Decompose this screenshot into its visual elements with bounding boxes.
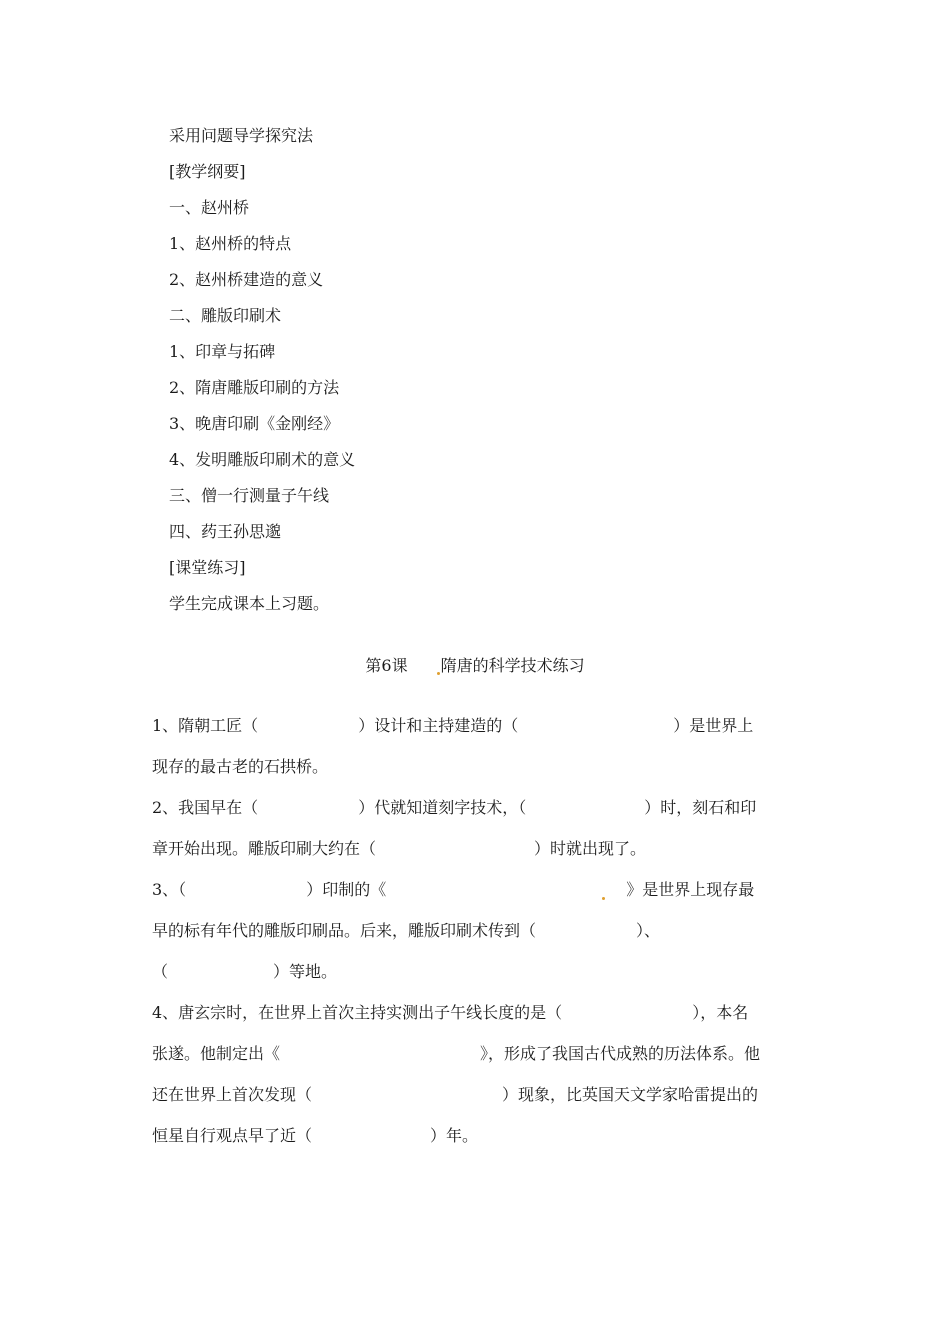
outline-item: 1、印章与拓碑	[169, 342, 276, 361]
question-4-line-4: 恒星自行观点早了近（ ）年。	[152, 1126, 479, 1145]
question-3-line-2: 早的标有年代的雕版印刷品。后来，雕版印刷术传到（ ）、	[152, 921, 661, 940]
question-2-line-1: 2、我国早在（ ）代就知道刻字技术，（ ）时，刻石和印	[152, 798, 757, 817]
outline-section-3: 三、僧一行测量子午线	[169, 486, 330, 505]
outline-item: 4、发明雕版印刷术的意义	[169, 450, 356, 469]
outline-item: 2、隋唐雕版印刷的方法	[169, 378, 340, 397]
question-4-line-1: 4、唐玄宗时，在世界上首次主持实测出子午线长度的是（ ），本名	[152, 1003, 749, 1022]
outline-practice-note: 学生完成课本上习题。	[169, 594, 330, 613]
teaching-outline	[169, 124, 769, 628]
question-2-line-2: 章开始出现。雕版印刷大约在（ ）时就出现了。	[152, 839, 647, 858]
outline-item: 2、赵州桥建造的意义	[169, 270, 324, 289]
exercise-title	[0, 654, 950, 678]
outline-item: 3、晚唐印刷《金刚经》	[169, 414, 340, 433]
outline-section-1: 一、赵州桥	[169, 198, 250, 217]
question-4-line-3: 还在世界上首次发现（ ）现象，比英国天文学家哈雷提出的	[152, 1085, 759, 1104]
lesson-number: 第6课	[365, 656, 408, 675]
outline-heading-syllabus: [教学纲要]	[169, 162, 246, 181]
outline-section-2: 二、雕版印刷术	[169, 306, 282, 325]
question-3-line-3: （ ）等地。	[152, 962, 338, 981]
mark-dot	[437, 672, 440, 675]
outline-item: 1、赵州桥的特点	[169, 234, 292, 253]
outline-section-4: 四、药王孙思邈	[169, 522, 282, 541]
exercise-title-text: 隋唐的科学技术练习	[440, 656, 585, 675]
question-1-line-2: 现存的最古老的石拱桥。	[152, 757, 329, 776]
question-3-line-1: 3、（ ）印制的《 》是世界上现存最	[152, 880, 755, 899]
exercise-questions	[152, 713, 802, 1164]
outline-method: 采用问题导学探究法	[169, 126, 314, 145]
outline-heading-practice: [课堂练习]	[169, 558, 246, 577]
question-1-line-1: 1、隋朝工匠（ ）设计和主持建造的（ ）是世界上	[152, 716, 754, 735]
mark-dot	[602, 897, 605, 900]
question-4-line-2: 张遂。他制定出《 》，形成了我国古代成熟的历法体系。他	[152, 1044, 761, 1063]
